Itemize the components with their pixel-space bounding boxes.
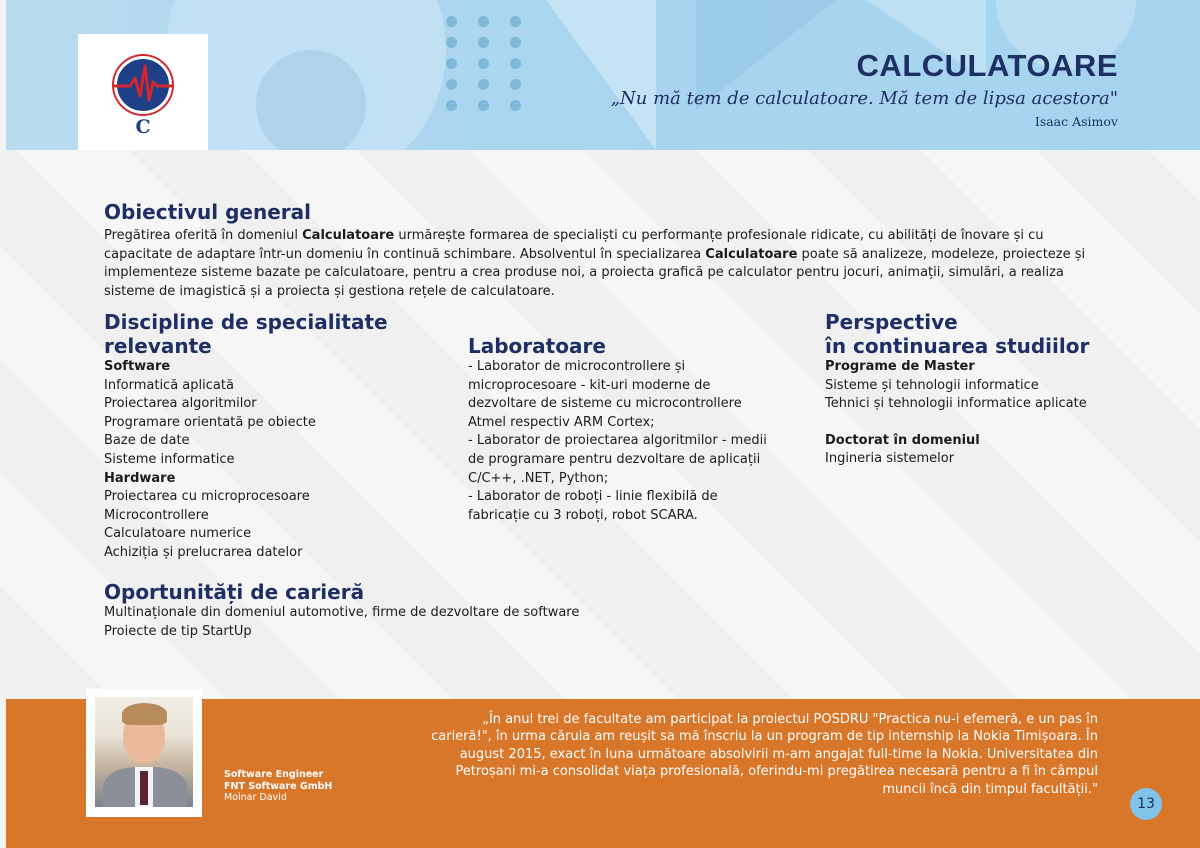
objective-bold: Calculatoare — [705, 246, 798, 262]
faculty-logo — [78, 34, 208, 152]
page-title: CALCULATOARE — [856, 48, 1118, 83]
career-heading: Oportunități de carieră — [104, 580, 365, 604]
objective-text: poate să analizeze, modeleze, proiecteze și implementeze sisteme bazate pe calculatoare, pentru a crea produse noi, a proiecta grafică pe calculator pentru jocuri, animații, simulări, a realiza sisteme de imagistică și a proiecta și gestiona rețele de calculatoare. — [104, 246, 1086, 300]
decorative-dot — [478, 16, 489, 27]
perspectives-heading — [825, 310, 1089, 358]
career-list — [104, 604, 579, 641]
disciplines-heading-line: Discipline de specialitate — [104, 310, 388, 334]
list-item: Achiziția și prelucrarea datelor — [104, 544, 303, 560]
list-item: Proiectarea algoritmilor — [104, 396, 257, 412]
person-role: Software Engineer — [224, 769, 324, 780]
labs-heading: Laboratoare — [468, 334, 606, 358]
lab-line: - Laborator de proiectarea algoritmilor - medii — [468, 433, 767, 449]
objective-bold: Calculatoare — [302, 228, 395, 243]
testimonial-text: „În anul trei de facultate am participat la proiectul POSDRU "Practica nu-i efemeră, e un pas în carieră!", în urma căruia am reușit sa mă înscriu la un program de tip internship la Nokia Timișoara. În august 2015, exact în luna următoare absolvirii m-am angajat full-time la Nokia. Universitatea din Petroșani mi-a consolidat viața profesională, oferindu-mi pregătirea necesară pentru a fi în câmpul muncii încă din timpul facultății." — [431, 712, 1098, 797]
list-item: Informatică aplicată — [104, 377, 234, 393]
labs-list — [468, 358, 767, 525]
decorative-dot — [446, 58, 457, 69]
logo-letter: C — [135, 116, 151, 138]
decorative-dot — [510, 37, 521, 48]
lab-line: fabricație cu 3 roboți, robot SCARA. — [468, 507, 698, 523]
decorative-dot — [510, 16, 521, 27]
list-item: Baze de date — [104, 433, 190, 449]
decorative-dot — [446, 100, 457, 111]
objective-text: Pregătirea oferită în domeniul — [104, 228, 303, 243]
decorative-dot-grid — [446, 12, 556, 132]
lab-line: de programare pentru dezvoltare de aplicații — [468, 451, 761, 467]
decorative-dot — [510, 100, 521, 111]
perspectives-heading-line: Perspective — [825, 310, 958, 334]
lab-line: dezvoltare de sisteme cu microcontrollere — [468, 396, 742, 412]
list-item: Sisteme informatice — [104, 451, 235, 467]
list-item: Programare orientată pe obiecte — [104, 414, 316, 430]
lab-line: Atmel respectiv ARM Cortex; — [468, 414, 655, 430]
decorative-dot — [446, 79, 457, 90]
photo-frame — [86, 689, 202, 817]
list-item: Proiectarea cu microprocesoare — [104, 489, 310, 505]
decorative-dot — [510, 79, 521, 90]
header-quote: „Nu mă tem de calculatoare. Mă tem de lipsa acestora" — [610, 88, 1118, 109]
decorative-dot — [510, 58, 521, 69]
disciplines-heading-line: relevante — [104, 334, 212, 358]
perspectives-list — [825, 358, 1087, 469]
lab-line: C/C++, .NET, Python; — [468, 470, 609, 486]
lab-line: - Laborator de roboți - linie flexibilă de — [468, 489, 718, 505]
list-item: Tehnici și tehnologii informatice aplicate — [825, 396, 1087, 412]
quote-author: Isaac Asimov — [1034, 114, 1118, 129]
person-photo — [95, 697, 193, 807]
decorative-dot — [446, 37, 457, 48]
list-item: Microcontrollere — [104, 507, 209, 523]
page-number: 13 — [1130, 788, 1162, 820]
list-item: Proiecte de tip StartUp — [104, 623, 252, 639]
disciplines-heading — [104, 310, 388, 358]
decorative-dot — [478, 58, 489, 69]
objective-text: urmărește formarea de specialiști cu performanțe profesionale ridicate, cu abilități de înovare și cu capacitate de adaptare într-un domeniu în continuă schimbare. Absolventul în specializarea — [104, 228, 1044, 262]
list-item: Multinaționale din domeniul automotive, firme de dezvoltare de software — [104, 605, 580, 620]
decorative-dot — [478, 37, 489, 48]
person-company: FNT Software GmbH — [224, 780, 333, 792]
testimonial-footer — [6, 699, 1200, 848]
phd-label: Doctorat în domeniul — [825, 432, 980, 448]
software-label: Software — [104, 359, 171, 374]
list-item: Sisteme și tehnologii informatice — [825, 377, 1039, 393]
person-info — [224, 769, 332, 804]
decorative-dot — [478, 79, 489, 90]
hardware-label: Hardware — [104, 470, 176, 486]
decorative-dot — [446, 16, 457, 27]
list-item: Ingineria sistemelor — [825, 451, 955, 467]
master-label: Programe de Master — [825, 359, 975, 374]
heartbeat-icon — [114, 56, 172, 114]
lab-line: - Laborator de microcontrollere și — [468, 359, 686, 374]
lab-line: microprocesoare - kit-uri moderne de — [468, 377, 711, 393]
person-name: Molnar David — [224, 792, 287, 803]
decorative-triangle — [546, 0, 656, 150]
objective-paragraph — [104, 227, 1104, 302]
objective-heading: Obiectivul general — [104, 200, 312, 224]
decorative-circle-small — [256, 50, 366, 150]
perspectives-heading-line: în continuarea studiilor — [825, 334, 1090, 358]
list-item: Calculatoare numerice — [104, 526, 252, 542]
decorative-dot — [478, 100, 489, 111]
disciplines-list — [104, 358, 316, 563]
